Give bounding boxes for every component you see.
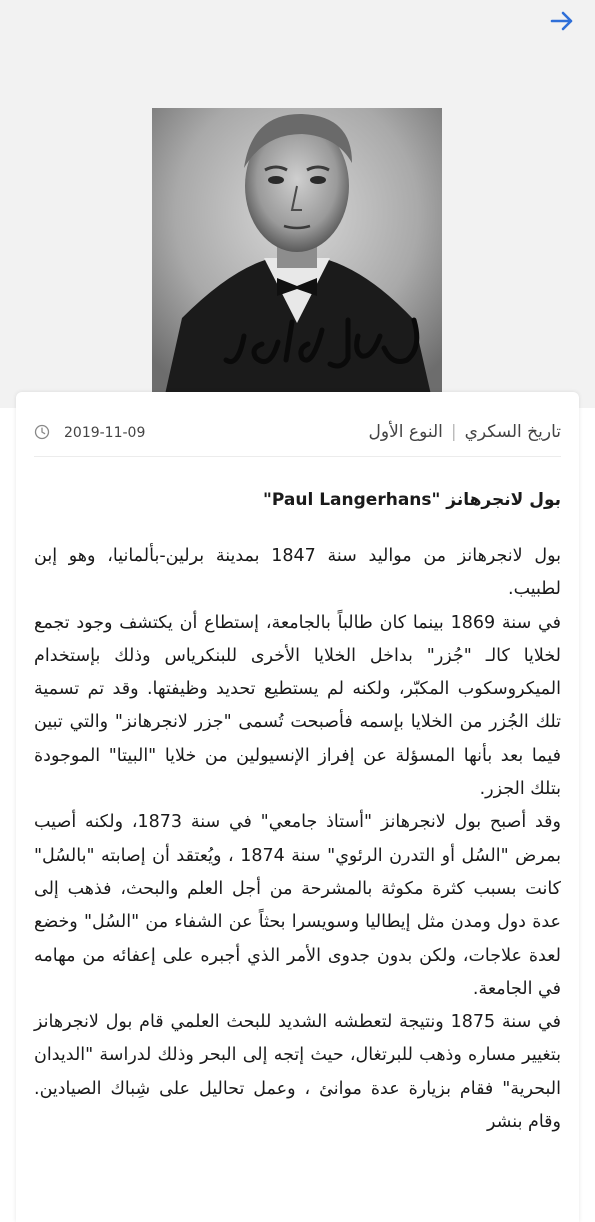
article-meta — [34, 422, 561, 457]
paragraph: في سنة 1875 ونتيجة لتعطشه الشديد للبحث العلمي قام بول لانجرهانز بتغيير مساره وذهب للبرتغال، حيث إتجه إلى البحر وذلك لدراسة "الديدان البحرية" فقام بزيارة عدة موانئ ، وعمل تحاليل على شِباك الصيادين. وقام بنشر — [34, 1012, 562, 1133]
breadcrumb — [369, 422, 561, 442]
clock-icon — [34, 424, 50, 440]
article-title: بول لانجرهانز "Paul Langerhans" — [263, 490, 561, 510]
date-block — [34, 424, 145, 441]
hero-image — [0, 108, 595, 408]
category-link[interactable]: تاريخ السكري — [464, 422, 561, 442]
top-bar — [0, 0, 595, 108]
paragraph: في سنة 1869 بينما كان طالباً بالجامعة، إستطاع أن يكتشف وجود تجمع لخلايا كالـ "جُزر" بداخل الخلايا الأخرى للبنكرياس وذلك بإستخدام الميكروسكوب المكبّر، ولكنه لم يستطيع تحديد وظيفتها. وقد تم تسمية تلك الجُزر من الخلايا بإسمه فأصبحت تُسمى "جزر لانجرهانز" والتي تبين فيما بعد بأنها المسؤلة عن إفراز الإنسيولين من خلايا "البيتا" الموجودة بتلك الجزر. — [34, 612, 561, 800]
arrow-right-icon[interactable] — [547, 6, 577, 36]
paragraph: بول لانجرهانز من مواليد سنة 1847 بمدينة برلين-بألمانيا، وهو إبن لطبيب. — [34, 546, 561, 600]
paragraph: وقد أصبح بول لانجرهانز "أستاذ جامعي" في سنة 1873، ولكنه أصيب بمرض "السُل أو التدرن الرئوي" سنة 1874 ، ويُعتقد أن إصابته "بالسُل" كانت بسبب كثرة مكوثة بالمشرحة من أجل العلم والبحث، فذهب إلى عدة دول ومدن مثل إيطاليا وسويسرا بحثاً عن الشفاء من "السُل" وخضع لعدة علاجات، ولكن بدون جدوى الأمر الذي أجبره على إعفائه من مهامه في الجامعة. — [34, 812, 561, 999]
article-card — [16, 392, 579, 1222]
subcategory-link[interactable]: النوع الأول — [368, 422, 443, 442]
publish-date: 2019-11-09 — [64, 425, 146, 441]
article-body — [34, 540, 561, 1139]
breadcrumb-separator: | — [450, 422, 457, 442]
portrait-image — [152, 108, 442, 408]
